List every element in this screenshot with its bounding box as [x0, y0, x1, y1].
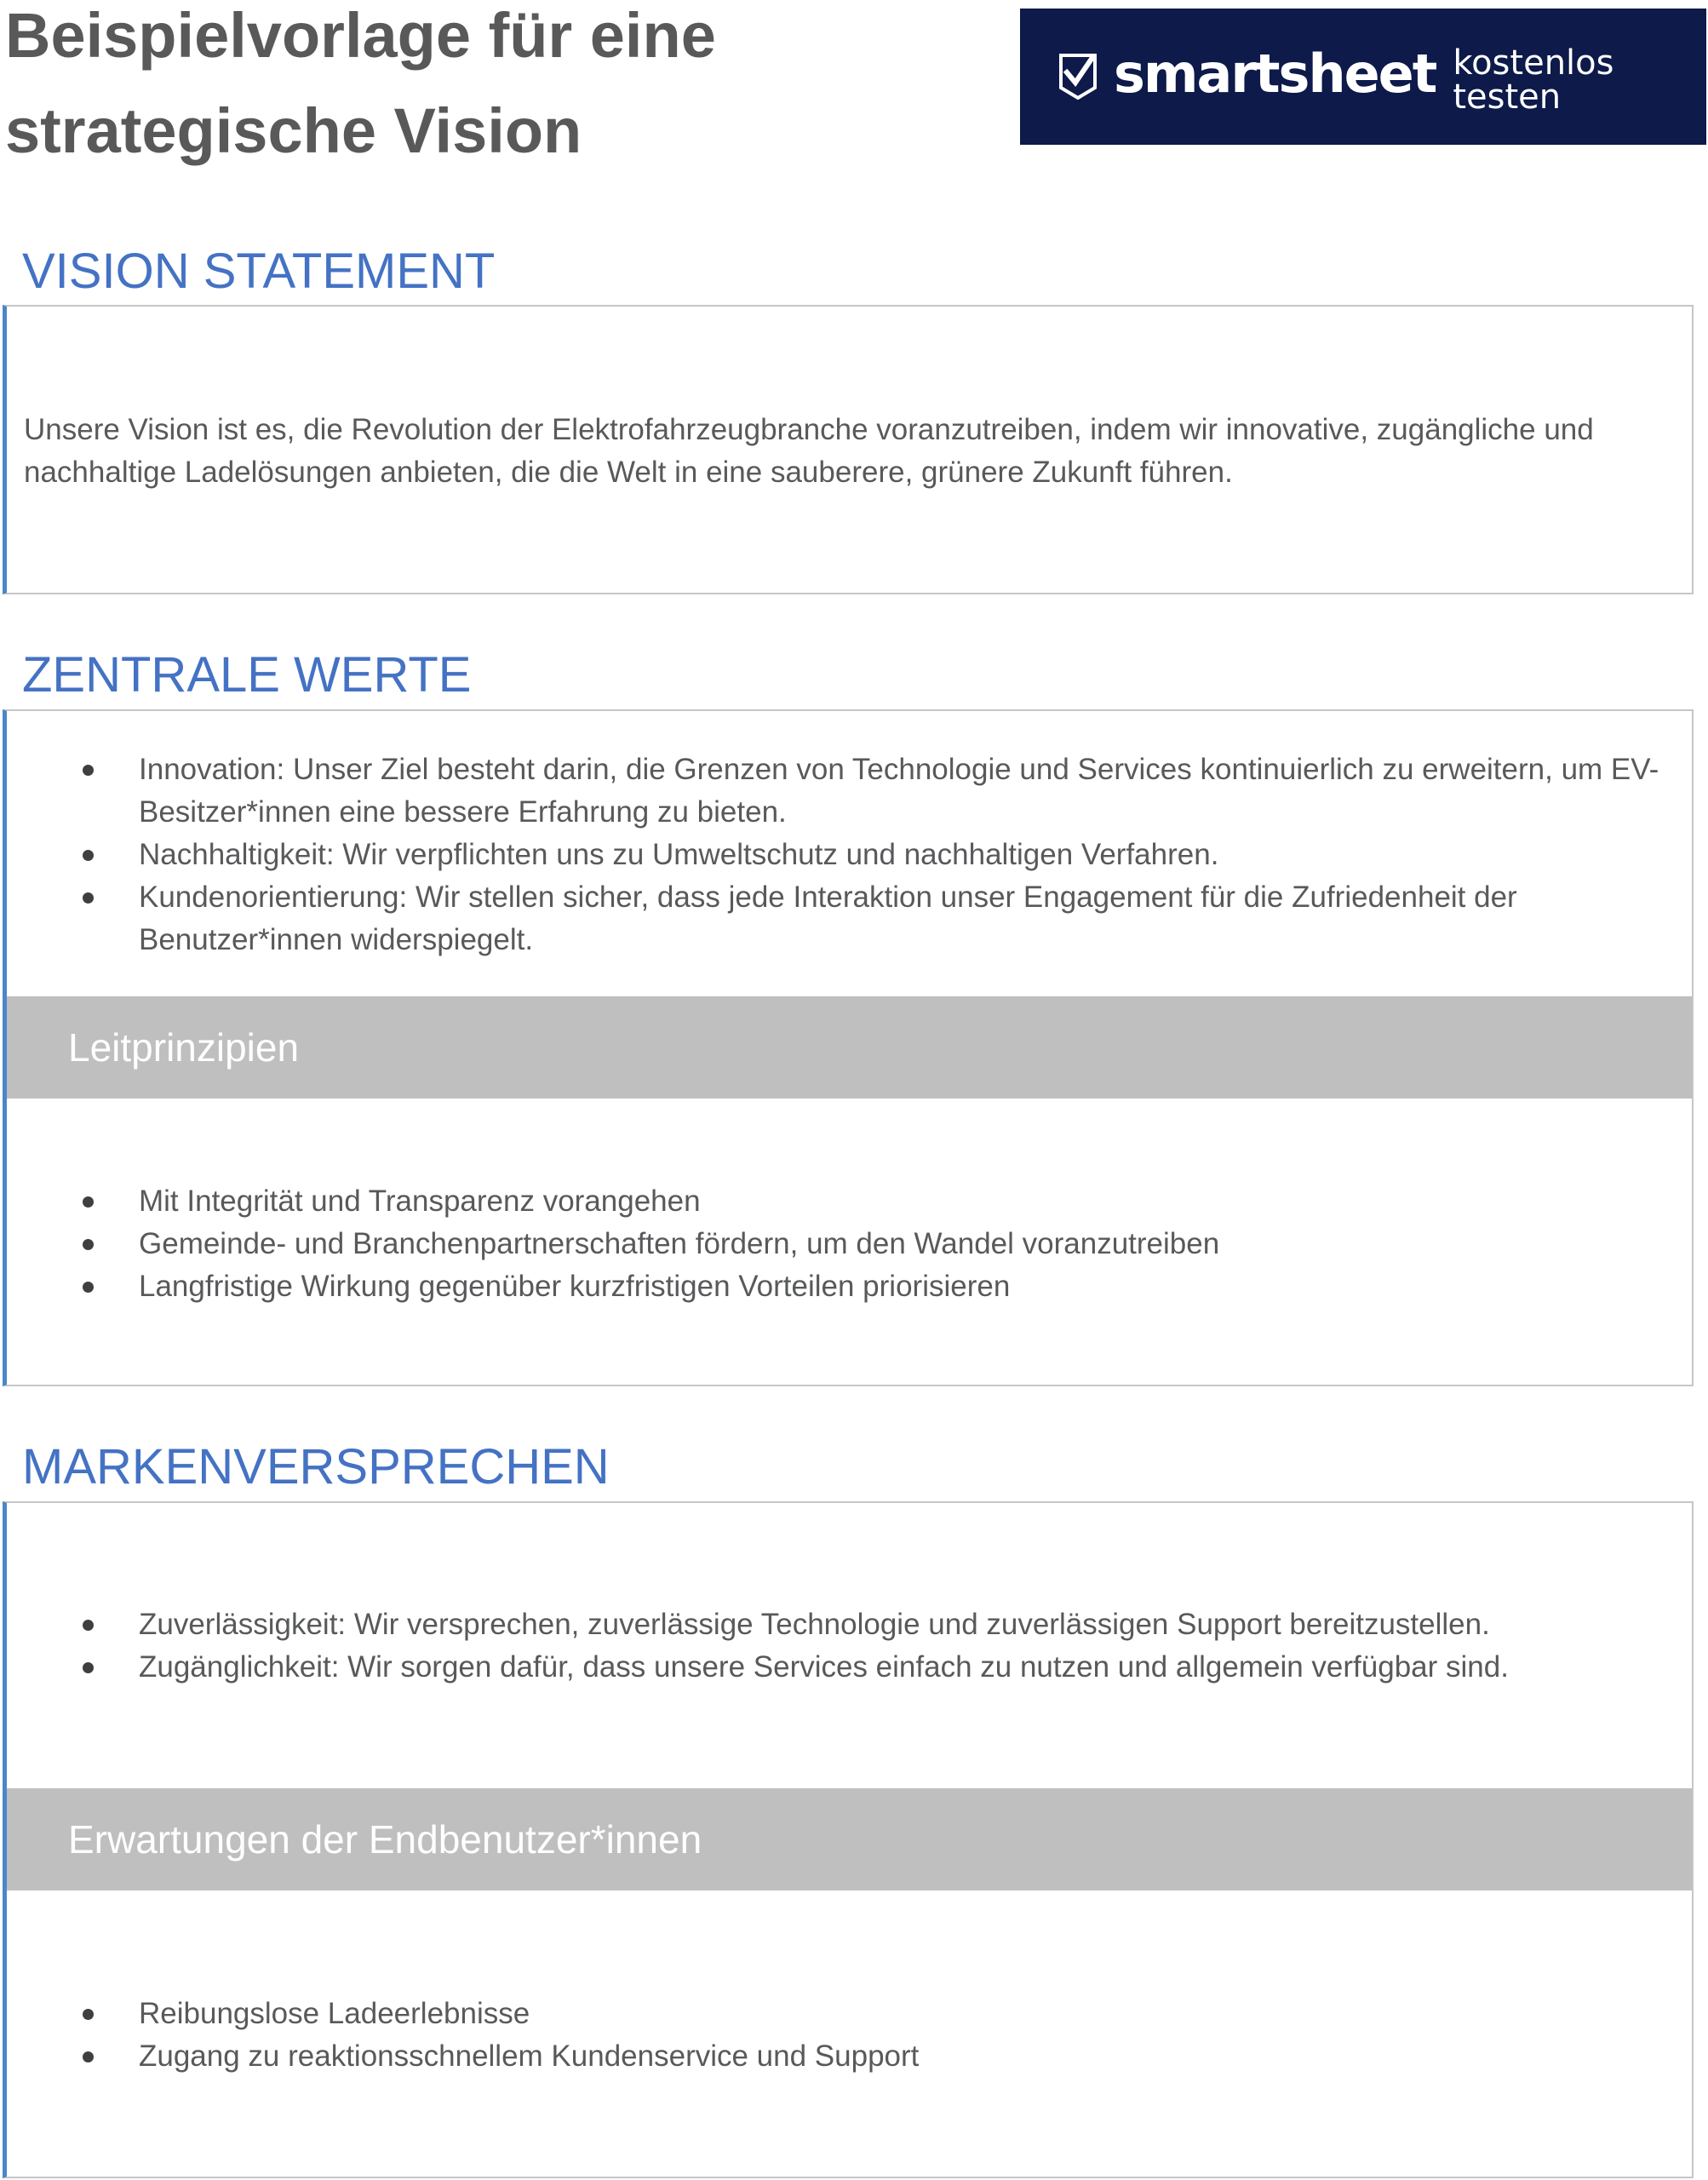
page-title-line-2: strategische Vision [5, 95, 582, 166]
page-title-line-1: Beispielvorlage für eine [5, 0, 716, 71]
end-user-expectations-heading: Erwartungen der Endbenutzer*innen [68, 1817, 702, 1862]
list-item: Mit Integrität und Transparenz vorangehen [7, 1180, 1666, 1223]
core-values-panel [3, 709, 1694, 1386]
brand-promise-list [7, 1603, 1666, 1689]
list-item: Reibungslose Ladeerlebnisse [7, 1993, 1666, 2035]
brand-promise-panel [3, 1501, 1694, 2178]
list-item: Nachhaltigkeit: Wir verpflichten uns zu Umweltschutz und nachhaltigen Verfahren. [7, 834, 1666, 876]
list-item: Gemeinde- und Branchenpartnerschaften fördern, um den Wandel voranzutreiben [7, 1223, 1666, 1265]
vision-statement-heading: VISION STATEMENT [22, 244, 496, 299]
end-user-expectations-band [7, 1788, 1692, 1890]
free-trial-link[interactable]: kostenlos testen [1453, 43, 1614, 117]
smartsheet-trial-banner[interactable] [1020, 9, 1706, 145]
guiding-principles-heading: Leitprinzipien [68, 1025, 300, 1070]
core-values-list [7, 749, 1666, 961]
list-item: Innovation: Unser Ziel besteht darin, die Grenzen von Technologie und Services kontinuierlich zu erweitern, um EV-Besitzer*innen eine bessere Erfahrung zu bieten. [7, 749, 1666, 834]
brand-promise-heading: MARKENVERSPRECHEN [22, 1439, 610, 1494]
brand-name: smartsheet [1114, 43, 1436, 105]
list-item: Langfristige Wirkung gegenüber kurzfristigen Vorteilen priorisieren [7, 1265, 1666, 1308]
checkmark-flag-icon [1059, 54, 1097, 100]
vision-statement-panel [3, 305, 1694, 594]
end-user-expectations-list [7, 1993, 1666, 2078]
guiding-principles-band [7, 996, 1692, 1099]
guiding-principles-list [7, 1180, 1666, 1308]
list-item: Zuverlässigkeit: Wir versprechen, zuverlässige Technologie und zuverlässigen Support bereitzustellen. [7, 1603, 1666, 1646]
vision-statement-text: Unsere Vision ist es, die Revolution der Elektrofahrzeugbranche voranzutreiben, indem wir innovative, zugängliche und nachhaltige Ladelösungen anbieten, die die Welt in eine sauberere, grünere Zukunft führen. [24, 413, 1594, 489]
list-item: Zugänglichkeit: Wir sorgen dafür, dass unsere Services einfach zu nutzen und allgemein verfügbar sind. [7, 1646, 1666, 1689]
core-values-heading: ZENTRALE WERTE [22, 647, 472, 703]
list-item: Zugang zu reaktionsschnellem Kundenservice und Support [7, 2035, 1666, 2078]
list-item: Kundenorientierung: Wir stellen sicher, dass jede Interaktion unser Engagement für die Zufriedenheit der Benutzer*innen widerspiegelt. [7, 876, 1666, 961]
page-title [5, 0, 857, 179]
